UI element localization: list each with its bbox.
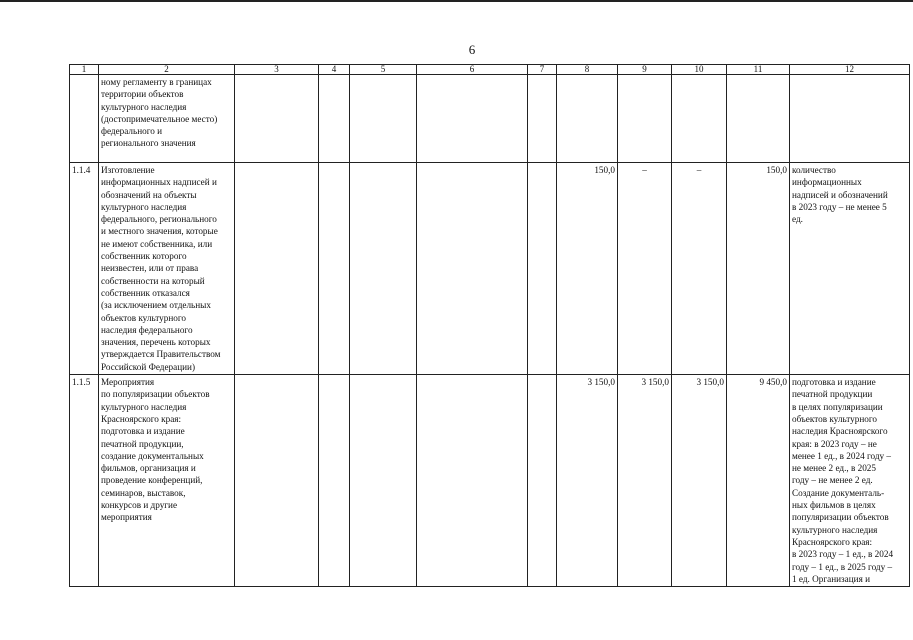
activity-name: Изготовление информационных надписей и обозначений на объекты культурного наследия федерального, регионального и местного значения, которые не имеют собственника, или собственник которого неизвестен, или от права собственности на который собственник отказался (за исключением отдельных объектов культурного наследия федерального значения, перечень которых утверждается Правительством Российской Федерации) [99, 163, 235, 375]
value-col-8: 150,0 [557, 163, 618, 375]
expected-result: количество информационных надписей и обозначений в 2023 году – не менее 5 ед. [790, 163, 910, 375]
expected-result [790, 75, 910, 163]
empty-cell [528, 163, 557, 375]
empty-cell [528, 75, 557, 163]
column-header: 3 [235, 65, 319, 75]
value-col-11: 9 450,0 [727, 375, 790, 587]
table-row [70, 375, 910, 587]
value-col-10 [672, 75, 727, 163]
activity-name: ному регламенту в границах территории объектов культурного наследия (достопримечательное место) федерального и регионального значения [99, 75, 235, 163]
empty-cell [235, 375, 319, 587]
empty-cell [235, 163, 319, 375]
value-col-9: – [618, 163, 672, 375]
column-header: 2 [99, 65, 235, 75]
column-header: 5 [350, 65, 417, 75]
value-col-9: 3 150,0 [618, 375, 672, 587]
column-header: 9 [618, 65, 672, 75]
expected-result: подготовка и издание печатной продукции в целях популяризации объектов культурного наследия Красноярского края: в 2023 году – не менее 1 ед., в 2024 году – не менее 2 ед., в 2025 году – не менее 2 ед. Создание документаль- ных фильмов в целях популяризации объектов культурного наследия Красноярского края: в 2023 году – 1 ед., в 2024 году – 1 ед., в 2025 году – 1 ед. Организация и [790, 375, 910, 587]
empty-cell [417, 75, 528, 163]
value-col-11 [727, 75, 790, 163]
row-code: 1.1.4 [70, 163, 99, 375]
table-row [70, 163, 910, 375]
table-row [70, 75, 910, 163]
value-col-10: – [672, 163, 727, 375]
row-code [70, 75, 99, 163]
column-header: 8 [557, 65, 618, 75]
column-header: 6 [417, 65, 528, 75]
page-number: 6 [468, 42, 476, 57]
empty-cell [319, 163, 350, 375]
column-header: 10 [672, 65, 727, 75]
column-header: 11 [727, 65, 790, 75]
value-col-8 [557, 75, 618, 163]
column-header: 7 [528, 65, 557, 75]
value-col-11: 150,0 [727, 163, 790, 375]
empty-cell [417, 375, 528, 587]
value-col-8: 3 150,0 [557, 375, 618, 587]
empty-cell [350, 75, 417, 163]
value-col-10: 3 150,0 [672, 375, 727, 587]
empty-cell [235, 75, 319, 163]
empty-cell [417, 163, 528, 375]
row-code: 1.1.5 [70, 375, 99, 587]
scan-top-edge [0, 0, 913, 2]
table-header-row [70, 65, 910, 75]
column-header: 1 [70, 65, 99, 75]
empty-cell [319, 75, 350, 163]
empty-cell [319, 375, 350, 587]
value-col-9 [618, 75, 672, 163]
activity-name: Мероприятия по популяризации объектов культурного наследия Красноярского края: подготовка и издание печатной продукции, создание документальных фильмов, организация и проведение конференций, семинаров, выставок, конкурсов и другие мероприятия [99, 375, 235, 587]
empty-cell [528, 375, 557, 587]
empty-cell [350, 375, 417, 587]
column-header: 12 [790, 65, 910, 75]
column-header: 4 [319, 65, 350, 75]
empty-cell [350, 163, 417, 375]
program-table [69, 64, 910, 587]
